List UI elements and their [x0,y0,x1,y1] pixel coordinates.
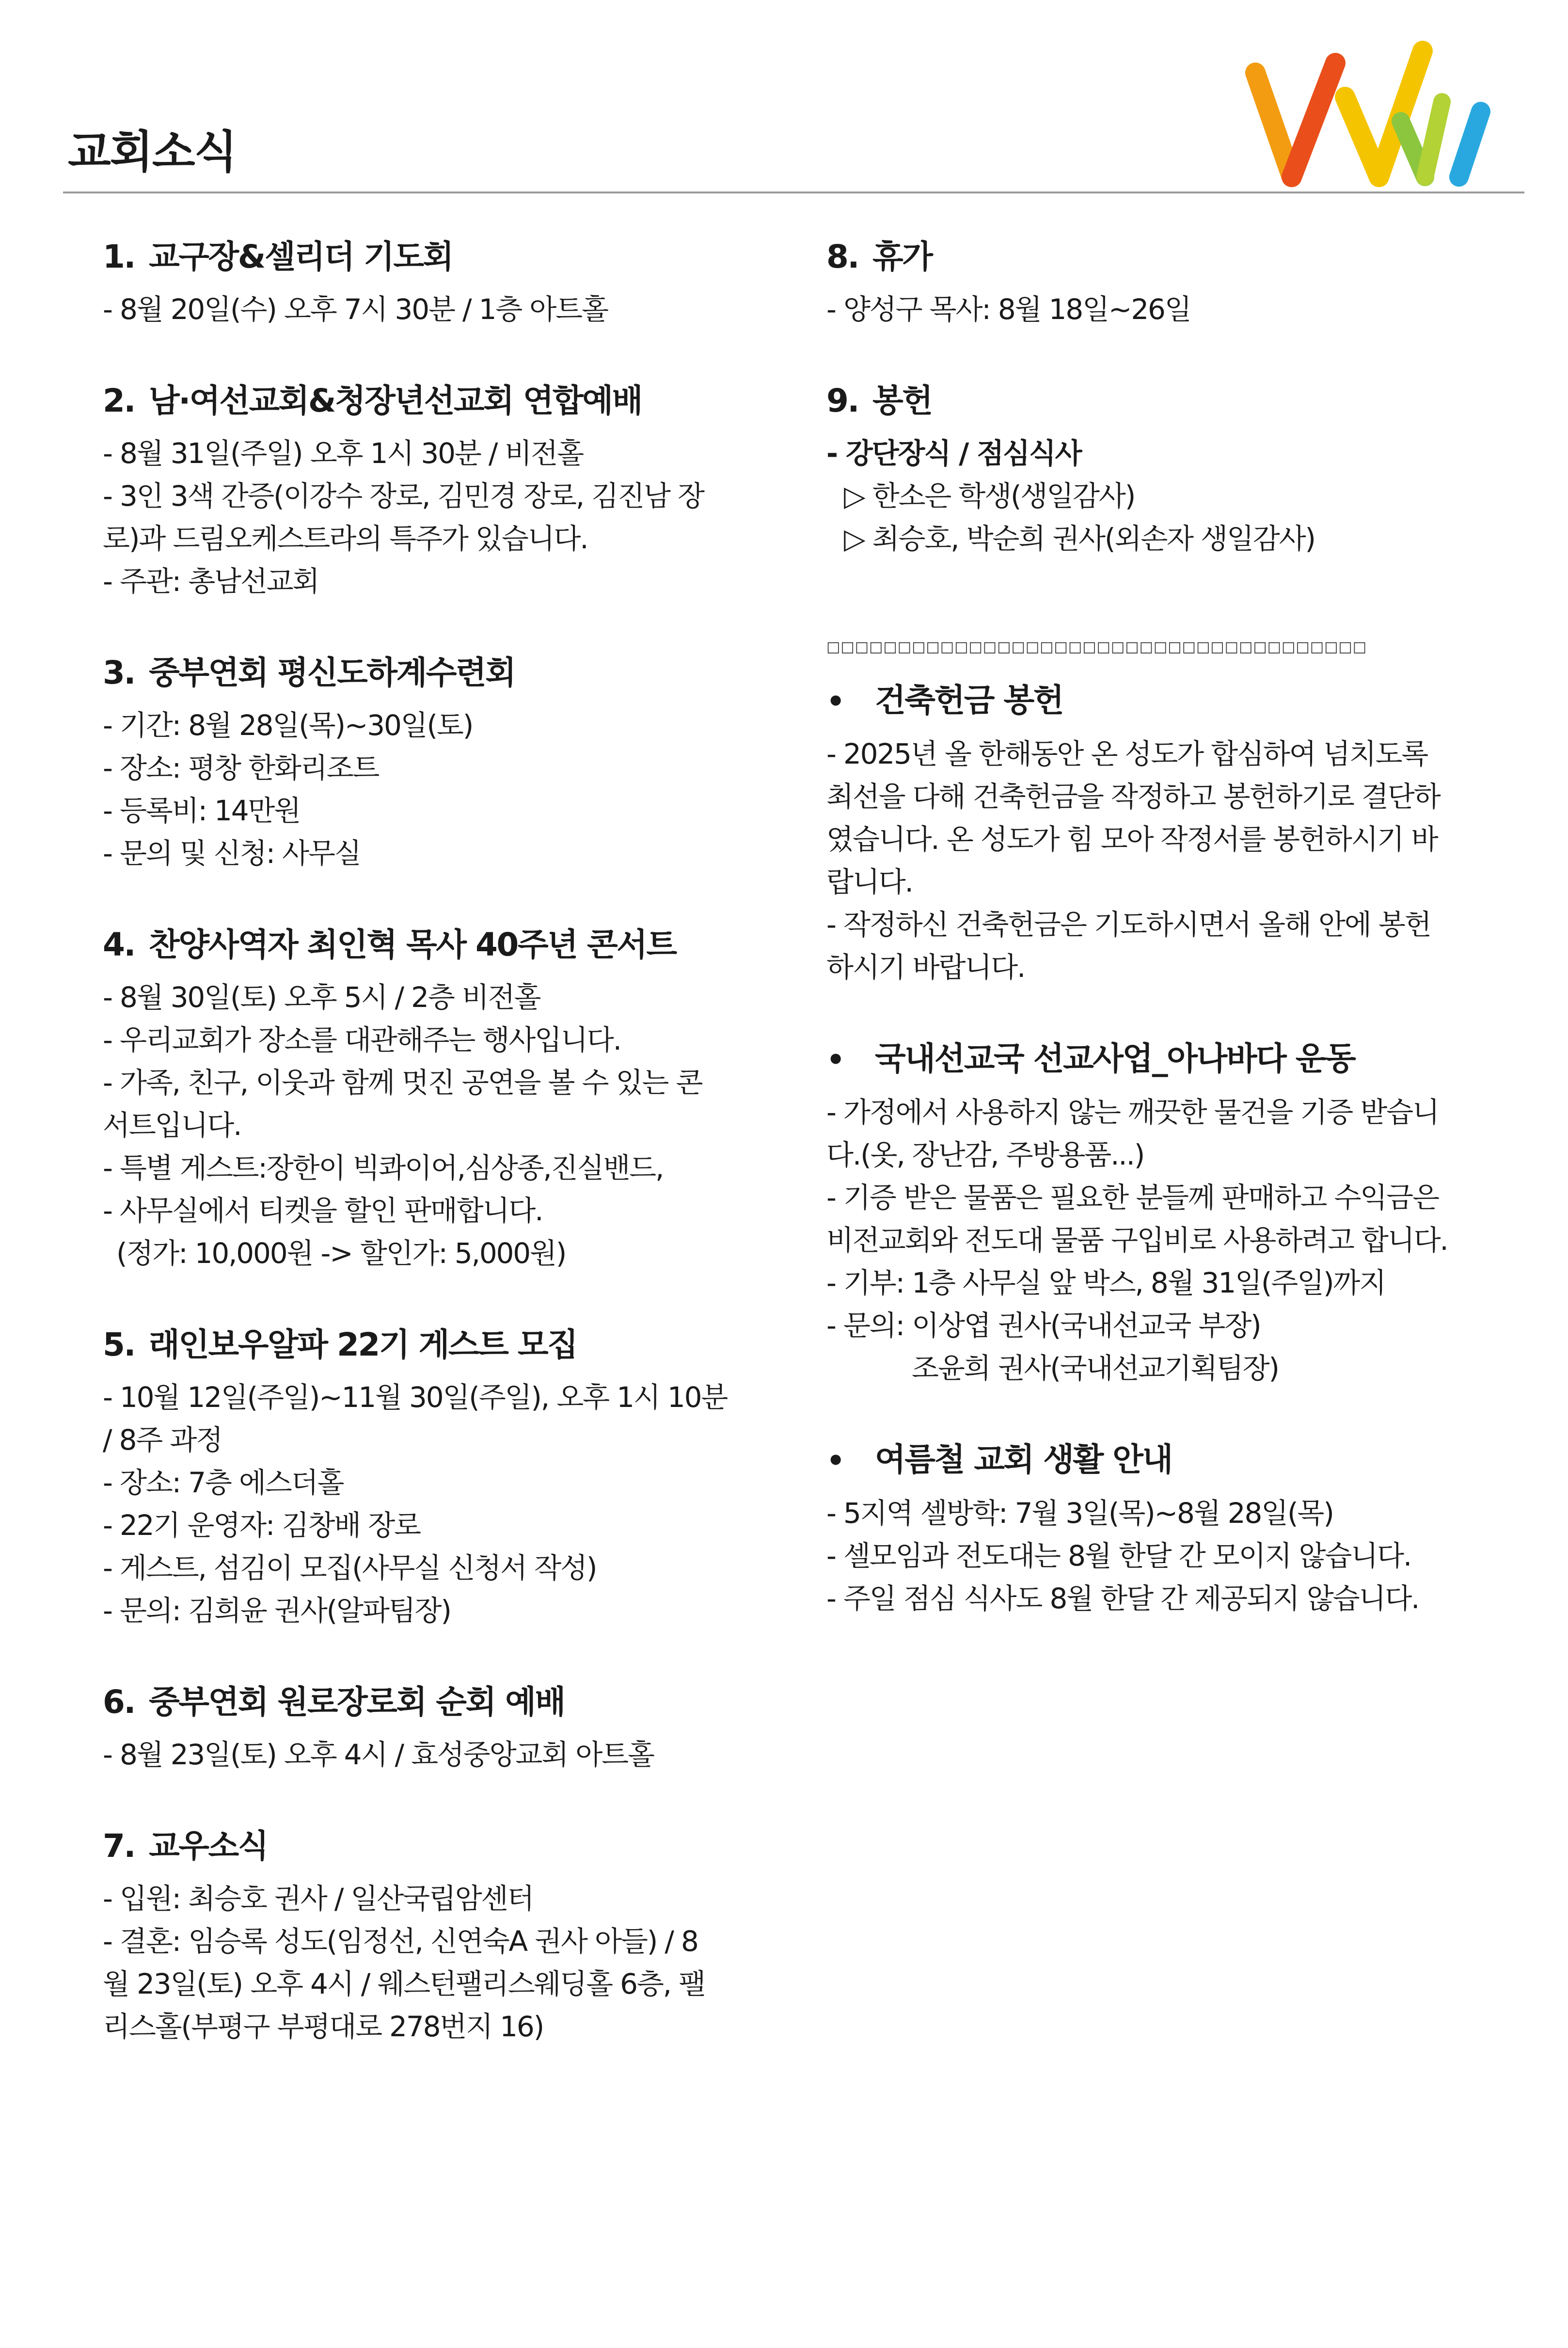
right-column [826,233,1486,1666]
section-line: - 문의: 이상엽 권사(국내선교국 부장) [826,1309,1261,1342]
section-number: 1. [103,238,135,275]
section-line: - 게스트, 섬김이 모집(사무실 신청서 작성) [103,1551,597,1584]
section-line: - 8월 31일(주일) 오후 1시 30분 / 비전홀 [103,437,583,470]
left-column [103,233,772,2094]
bullet-section [826,676,1486,989]
section-number: 4. [103,926,135,963]
section-title: 교우소식 [149,1827,268,1865]
news-section [103,649,772,875]
bullet-icon: • [826,685,844,719]
section-line: - 기증 받은 물품은 필요한 분들께 판매하고 수익금은 [826,1181,1439,1214]
news-section [103,921,772,1275]
section-line: - 결혼: 임승록 성도(임정선, 신연숙A 권사 아들) / 8 [103,1925,698,1958]
section-line: - 장소: 평창 한화리조트 [103,751,379,784]
section-heading [103,1678,772,1726]
section-title: 휴가 [872,238,932,275]
section-line: - 우리교회가 장소를 대관해주는 행사입니다. [103,1023,621,1056]
bullet-icon: • [826,1043,844,1077]
section-title: 교구장&셀리더 기도회 [149,238,453,275]
news-section [826,377,1486,560]
bullet-section [826,1035,1486,1390]
section-line: / 8주 과정 [103,1423,222,1456]
section-line: - 등록비: 14만원 [103,794,301,827]
section-title: 중부연회 평신도하계수련회 [149,654,515,691]
section-line: - 8월 30일(토) 오후 5시 / 2층 비전홀 [103,981,540,1014]
section-line: 조윤희 권사(국내선교기획팀장) [912,1352,1279,1385]
section-number: 9. [826,382,858,419]
logo-stroke [1292,63,1335,177]
page-title: 교회소식 [68,126,237,178]
section-line: - 8월 23일(토) 오후 4시 / 효성중앙교회 아트홀 [103,1738,654,1771]
section-line: 월 23일(토) 오후 4시 / 웨스턴팰리스웨딩홀 6층, 팰 [103,1967,705,2000]
section-line: - 10월 12일(주일)~11월 30일(주일), 오후 1시 10분 [103,1381,728,1414]
section-line: - 가족, 친구, 이웃과 함께 멋진 공연을 볼 수 있는 콘 [103,1066,702,1099]
section-line: - 문의 및 신청: 사무실 [103,837,361,870]
section-line: 였습니다. 온 성도가 힘 모아 작정서를 봉헌하시기 바 [826,823,1438,856]
section-line: 리스홀(부평구 부평대로 278번지 16) [103,2010,544,2043]
section-line: - 특별 게스트:장한이 빅콰이어,심상종,진실밴드, [103,1151,664,1184]
section-line: 서트입니다. [103,1109,241,1142]
section-line: 비전교회와 전도대 물품 구입비로 사용하려고 합니다. [826,1224,1448,1257]
section-heading [826,1436,1486,1485]
section-line: - 기간: 8월 28일(목)~30일(토) [103,709,473,742]
section-title: 중부연회 원로장로회 순회 예배 [149,1683,565,1721]
section-line: - 8월 20일(수) 오후 7시 30분 / 1층 아트홀 [103,293,608,326]
bullet-section [826,1436,1486,1620]
section-heading [103,1321,772,1369]
logo-stroke [1425,102,1442,177]
section-number: 2. [103,382,135,419]
section-line: - 문의: 김희윤 권사(알파팀장) [103,1594,451,1627]
section-title: 건축헌금 봉헌 [875,682,1063,719]
section-heading [103,921,772,969]
section-line: - 3인 3색 간증(이강수 장로, 김민경 장로, 김진남 장 [103,479,704,512]
section-number: 6. [103,1683,135,1721]
bullet-icon: • [826,1444,844,1478]
section-line: - 양성구 목사: 8월 18일~26일 [826,293,1191,326]
section-line: - 22기 운영자: 김창배 장로 [103,1509,420,1542]
section-heading [103,649,772,697]
section-heading [103,377,772,425]
logo-stroke [1255,73,1292,177]
news-section [103,1321,772,1632]
section-title: 남·여선교회&청장년선교회 연합예배 [149,382,642,419]
section-line: - 작정하신 건축헌금은 기도하시면서 올해 안에 봉헌 [826,908,1431,941]
section-line: - 주관: 총남선교회 [103,565,319,598]
section-line: 최선을 다해 건축헌금을 작정하고 봉헌하기로 결단하 [826,780,1440,813]
section-heading [826,676,1486,726]
section-line: - 기부: 1층 사무실 앞 박스, 8월 31일(주일)까지 [826,1266,1386,1299]
section-line: - 2025년 올 한해동안 온 성도가 합심하여 넘치도록 [826,737,1428,770]
section-subheading: - 강단장식 / 점심식사 [826,437,1081,470]
section-line: - 가정에서 사용하지 않는 깨끗한 물건을 기증 받습니 [826,1096,1439,1129]
section-heading [826,1035,1486,1084]
section-heading [826,377,1486,425]
news-section [103,377,772,603]
section-heading [826,233,1486,281]
section-title: 여름철 교회 생활 안내 [875,1441,1172,1478]
section-line: - 주일 점심 식사도 8월 한달 간 제공되지 않습니다. [826,1582,1419,1615]
section-number: 5. [103,1326,135,1363]
box-divider: □□□□□□□□□□□□□□□□□□□□□□□□□□□□□□□□□□□□□□ [826,639,1367,655]
section-number: 3. [103,654,135,691]
church-logo [1241,39,1498,194]
section-title: 봉헌 [872,382,932,419]
section-line: (정가: 10,000원 -> 할인가: 5,000원) [116,1237,566,1270]
section-heading [103,1822,772,1870]
news-section [103,233,772,331]
section-heading [103,233,772,281]
news-section [103,1678,772,1776]
section-line: - 셀모임과 전도대는 8월 한달 간 모이지 않습니다. [826,1539,1411,1572]
section-line: ▷ 최승호, 박순희 권사(외손자 생일감사) [844,522,1315,555]
section-title: 국내선교국 선교사업_아나바다 운동 [875,1040,1355,1077]
title-divider [63,192,1524,193]
section-line: 랍니다. [826,865,913,898]
section-line: 다.(옷, 장난감, 주방용품...) [826,1138,1144,1171]
section-line: 하시기 바랍니다. [826,951,1025,984]
section-line: ▷ 한소은 학생(생일감사) [844,479,1135,512]
logo-stroke [1459,112,1481,177]
news-section [826,233,1486,331]
section-number: 8. [826,238,858,275]
section-line: - 사무실에서 티켓을 할인 판매합니다. [103,1194,543,1227]
section-title: 찬양사역자 최인혁 목사 40주년 콘서트 [149,926,676,963]
section-line: - 입원: 최승호 권사 / 일산국립암센터 [103,1882,534,1915]
section-line: 로)과 드림오케스트라의 특주가 있습니다. [103,522,588,555]
news-section [103,1822,772,2048]
section-line: - 5지역 셀방학: 7월 3일(목)~8월 28일(목) [826,1497,1333,1530]
section-line: - 장소: 7층 에스더홀 [103,1466,344,1499]
section-title: 래인보우알파 22기 게스트 모집 [149,1326,577,1363]
section-number: 7. [103,1827,135,1865]
